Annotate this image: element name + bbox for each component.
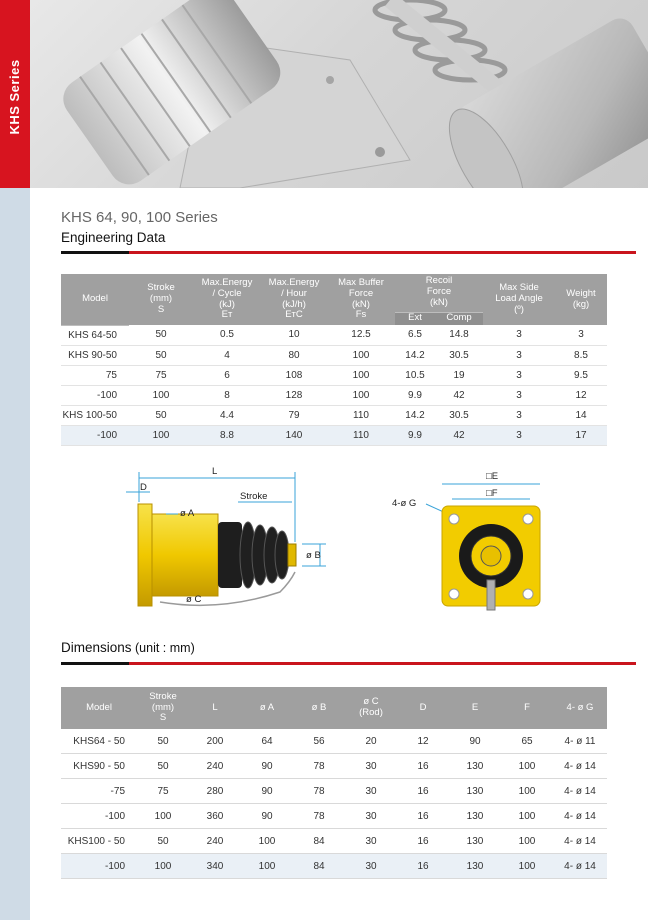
header-recoil-ext: Ext — [395, 312, 435, 325]
header-stroke — [137, 687, 189, 729]
cell-l: 200 — [189, 729, 241, 754]
header-l: L — [189, 687, 241, 729]
cell-c: 30 — [345, 829, 397, 854]
cell-model: KHS 90-50 — [61, 345, 129, 365]
cell-stroke: 100 — [129, 425, 193, 445]
cell-g: 4- ø 14 — [553, 779, 607, 804]
cell-energy-hour: 128 — [261, 385, 327, 405]
label-f: □F — [486, 488, 498, 499]
rod-cap — [288, 544, 296, 566]
cell-c: 30 — [345, 854, 397, 879]
cell-model: KHS64 - 50 — [61, 729, 137, 754]
header-recoil-l2: Force — [426, 286, 452, 298]
cell-e: 90 — [449, 729, 501, 754]
header-stroke-l3: S — [159, 712, 167, 724]
cell-weight: 14 — [555, 405, 607, 425]
cell-energy: 4.4 — [193, 405, 261, 425]
cell-a: 90 — [241, 754, 293, 779]
cell-angle: 3 — [483, 345, 555, 365]
cell-stroke: 50 — [129, 325, 193, 345]
label-c: ø C — [186, 594, 202, 605]
cell-a: 90 — [241, 804, 293, 829]
cell-e: 130 — [449, 804, 501, 829]
header-energy-hour — [261, 274, 327, 325]
cell-stroke: 100 — [137, 804, 189, 829]
header-model: Model — [61, 274, 129, 325]
label-g: 4-ø G — [392, 498, 417, 509]
side-view-diagram — [120, 462, 340, 617]
cell-f: 65 — [501, 729, 553, 754]
section-divider — [61, 662, 636, 665]
cell-angle: 3 — [483, 425, 555, 445]
cell-stroke: 50 — [137, 754, 189, 779]
header-energy-hour-l4: EᴛC — [285, 309, 303, 321]
cell-ext: 14.2 — [395, 405, 435, 425]
cell-b: 56 — [293, 729, 345, 754]
product-photo-illustration — [30, 0, 648, 188]
header-f: F — [501, 687, 553, 729]
header-energy-hour-l3: (kJ/h) — [282, 298, 306, 310]
header-weight-l2: (kg) — [572, 298, 590, 310]
header-stroke-l2: (mm) — [149, 293, 173, 305]
table-row — [61, 405, 607, 425]
cell-e: 130 — [449, 754, 501, 779]
cell-d: 16 — [397, 854, 449, 879]
cell-g: 4- ø 14 — [553, 804, 607, 829]
cell-weight: 12 — [555, 385, 607, 405]
cell-l: 240 — [189, 829, 241, 854]
series-tab — [0, 0, 30, 188]
cell-b: 84 — [293, 829, 345, 854]
cell-e: 130 — [449, 854, 501, 879]
cell-l: 340 — [189, 854, 241, 879]
header-side-angle-l1: Max Side — [499, 282, 539, 294]
section-title: Engineering Data — [61, 230, 166, 245]
cell-energy-hour: 108 — [261, 365, 327, 385]
cell-model: 75 — [61, 365, 129, 385]
cell-model: -100 — [61, 425, 129, 445]
cell-angle: 3 — [483, 325, 555, 345]
cell-b: 78 — [293, 754, 345, 779]
cell-d: 16 — [397, 829, 449, 854]
label-d: D — [140, 482, 147, 493]
cell-model: KHS 100-50 — [61, 405, 129, 425]
cell-f: 100 — [501, 829, 553, 854]
cell-d: 12 — [397, 729, 449, 754]
rod-center — [481, 546, 501, 566]
dimensions-title-text: Dimensions — [61, 640, 132, 655]
cell-force: 100 — [327, 365, 395, 385]
mount-hole — [523, 514, 533, 524]
header-stroke-l3: S — [157, 303, 165, 315]
mount-hole — [449, 514, 459, 524]
engineering-data-table — [61, 274, 607, 446]
header-side-angle — [483, 274, 555, 325]
table-row — [61, 804, 607, 829]
label-b: ø B — [306, 550, 321, 561]
cell-energy-hour: 80 — [261, 345, 327, 365]
front-view-diagram — [390, 468, 555, 618]
cell-weight: 9.5 — [555, 365, 607, 385]
cell-g: 4- ø 11 — [553, 729, 607, 754]
cell-stroke: 100 — [137, 854, 189, 879]
cell-energy: 8 — [193, 385, 261, 405]
header-stroke-l1: Stroke — [147, 282, 175, 294]
cell-c: 30 — [345, 804, 397, 829]
header-stroke — [129, 274, 193, 325]
header-weight — [555, 274, 607, 325]
eye-bolt — [487, 580, 495, 610]
cell-comp: 19 — [435, 365, 483, 385]
cell-l: 360 — [189, 804, 241, 829]
cell-comp: 14.8 — [435, 325, 483, 345]
header-buffer-force-l3: (kN) — [352, 298, 370, 310]
cell-angle: 3 — [483, 405, 555, 425]
header-stroke-l1: Stroke — [149, 690, 177, 702]
mount-hole — [449, 589, 459, 599]
cell-b: 84 — [293, 854, 345, 879]
header-side-angle-l3: (º) — [514, 303, 524, 315]
header-recoil-force — [395, 274, 483, 312]
header-buffer-force-l4: Fs — [355, 309, 367, 321]
table-row — [61, 425, 607, 445]
header-weight-l1: Weight — [566, 287, 596, 299]
cell-model: -75 — [61, 779, 137, 804]
cell-d: 16 — [397, 754, 449, 779]
cell-ext: 6.5 — [395, 325, 435, 345]
cell-energy: 6 — [193, 365, 261, 385]
mount-hole — [523, 589, 533, 599]
cell-stroke: 50 — [129, 345, 193, 365]
dimensions-unit: (unit : mm) — [131, 641, 195, 655]
cell-stroke: 75 — [129, 365, 193, 385]
table-row — [61, 365, 607, 385]
header-energy-cycle-l2: / Cycle — [212, 287, 242, 299]
cell-a: 100 — [241, 854, 293, 879]
table-row — [61, 754, 607, 779]
header-recoil-l3: (kN) — [430, 297, 448, 309]
cell-a: 100 — [241, 829, 293, 854]
cell-stroke: 50 — [137, 829, 189, 854]
main-body — [152, 514, 218, 596]
cell-f: 100 — [501, 804, 553, 829]
cell-energy: 8.8 — [193, 425, 261, 445]
cell-ext: 9.9 — [395, 385, 435, 405]
cell-e: 130 — [449, 829, 501, 854]
cell-comp: 30.5 — [435, 405, 483, 425]
header-model: Model — [61, 687, 137, 729]
series-tab-label: KHS Series — [7, 59, 22, 135]
cell-model: KHS90 - 50 — [61, 754, 137, 779]
header-energy-cycle-l1: Max.Energy — [201, 276, 253, 288]
cell-angle: 3 — [483, 365, 555, 385]
header-a: ø A — [241, 687, 293, 729]
header-buffer-force-l1: Max Buffer — [338, 276, 384, 288]
header-b: ø B — [293, 687, 345, 729]
product-photo — [30, 0, 648, 188]
cell-angle: 3 — [483, 385, 555, 405]
cell-f: 100 — [501, 754, 553, 779]
cell-stroke: 50 — [129, 405, 193, 425]
header-stroke-l2: (mm) — [151, 701, 175, 713]
label-stroke: Stroke — [240, 491, 268, 502]
series-title: KHS 64, 90, 100 Series — [61, 209, 218, 226]
header-energy-cycle-l3: (kJ) — [219, 298, 235, 310]
cell-comp: 42 — [435, 385, 483, 405]
header-energy-cycle-l4: Eᴛ — [221, 309, 233, 321]
cell-model: KHS100 - 50 — [61, 829, 137, 854]
label-l: L — [212, 466, 218, 477]
cell-stroke: 75 — [137, 779, 189, 804]
cell-c: 30 — [345, 779, 397, 804]
cell-force: 110 — [327, 405, 395, 425]
header-c-l1: ø C — [363, 696, 379, 708]
cell-b: 78 — [293, 779, 345, 804]
cell-ext: 10.5 — [395, 365, 435, 385]
bellows — [240, 522, 289, 588]
cell-energy-hour: 140 — [261, 425, 327, 445]
header-energy-hour-l1: Max.Energy — [268, 276, 320, 288]
dimensions-title — [61, 640, 195, 655]
cell-f: 100 — [501, 854, 553, 879]
cell-b: 78 — [293, 804, 345, 829]
table-row — [61, 345, 607, 365]
header-recoil-comp: Comp — [435, 312, 483, 325]
header-energy-cycle — [193, 274, 261, 325]
flange-plate — [138, 504, 152, 606]
cell-f: 100 — [501, 779, 553, 804]
cell-comp: 42 — [435, 425, 483, 445]
table-row — [61, 325, 607, 345]
cell-stroke: 50 — [137, 729, 189, 754]
cell-g: 4- ø 14 — [553, 854, 607, 879]
label-a: ø A — [180, 508, 195, 519]
cell-energy-hour: 10 — [261, 325, 327, 345]
bellows-base — [218, 522, 242, 588]
cell-energy: 4 — [193, 345, 261, 365]
cell-model: -100 — [61, 385, 129, 405]
cell-model: KHS 64-50 — [61, 325, 129, 345]
table-row — [61, 385, 607, 405]
header-energy-hour-l2: / Hour — [281, 287, 307, 299]
dimensions-table — [61, 687, 607, 879]
header-c — [345, 687, 397, 729]
cell-stroke: 100 — [129, 385, 193, 405]
cell-force: 110 — [327, 425, 395, 445]
cell-g: 4- ø 14 — [553, 754, 607, 779]
header-buffer-force — [327, 274, 395, 325]
table-row — [61, 779, 607, 804]
cell-g: 4- ø 14 — [553, 829, 607, 854]
header-recoil-l1: Recoil — [425, 275, 453, 287]
header-g: 4- ø G — [553, 687, 607, 729]
cell-model: -100 — [61, 804, 137, 829]
table-row — [61, 729, 607, 754]
cell-ext: 9.9 — [395, 425, 435, 445]
cell-force: 100 — [327, 345, 395, 365]
cell-a: 90 — [241, 779, 293, 804]
cell-force: 100 — [327, 385, 395, 405]
cell-energy: 0.5 — [193, 325, 261, 345]
cell-ext: 14.2 — [395, 345, 435, 365]
header-buffer-force-l2: Force — [348, 287, 374, 299]
cell-energy-hour: 79 — [261, 405, 327, 425]
cell-a: 64 — [241, 729, 293, 754]
cell-l: 240 — [189, 754, 241, 779]
table-row — [61, 854, 607, 879]
header-c-l2: (Rod) — [359, 707, 383, 718]
header-side-angle-l2: Load Angle — [495, 293, 543, 305]
cell-weight: 3 — [555, 325, 607, 345]
cell-d: 16 — [397, 779, 449, 804]
cell-weight: 17 — [555, 425, 607, 445]
cell-weight: 8.5 — [555, 345, 607, 365]
cell-d: 16 — [397, 804, 449, 829]
cell-comp: 30.5 — [435, 345, 483, 365]
label-e: □E — [486, 471, 499, 482]
header-d: D — [397, 687, 449, 729]
table-row — [61, 829, 607, 854]
cell-c: 30 — [345, 754, 397, 779]
cell-c: 20 — [345, 729, 397, 754]
cell-l: 280 — [189, 779, 241, 804]
cell-e: 130 — [449, 779, 501, 804]
cell-force: 12.5 — [327, 325, 395, 345]
cell-model: -100 — [61, 854, 137, 879]
header-e: E — [449, 687, 501, 729]
section-divider — [61, 251, 636, 254]
